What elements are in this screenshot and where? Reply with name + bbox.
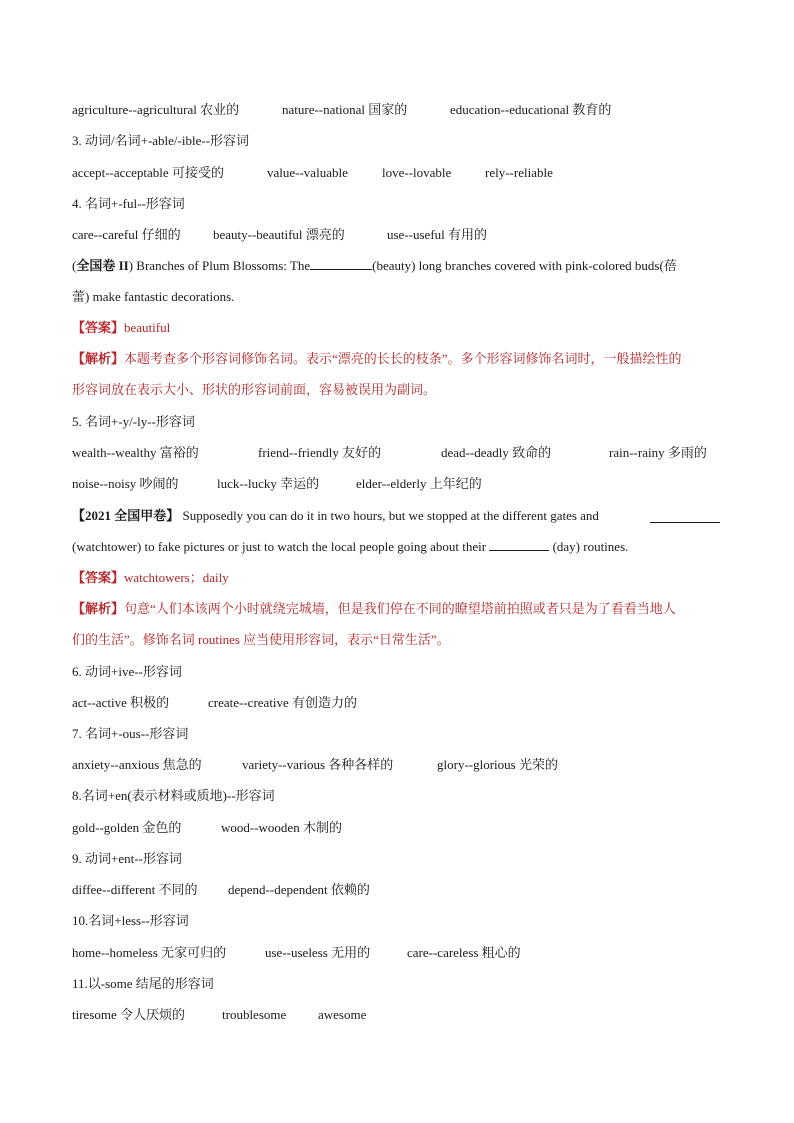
rule-heading-11: 11.以-some 结尾的形容词 — [72, 976, 214, 991]
rule-heading-10: 10.名词+less--形容词 — [72, 913, 189, 928]
example-rain: rain--rainy 多雨的 — [609, 445, 707, 460]
example-troublesome: troublesome — [222, 1007, 287, 1022]
example-line-en — [72, 818, 722, 838]
example-friend: friend--friendly 友好的 — [258, 445, 382, 460]
example-education: education--educational 教育的 — [450, 102, 612, 117]
rule-heading-5: 5. 名词+-y/-ly--形容词 — [72, 414, 195, 429]
example-value: value--valuable — [267, 165, 348, 180]
example-act: act--active 积极的 — [72, 695, 170, 710]
example-line-y-1 — [72, 443, 722, 463]
example-elder: elder--elderly 上年纪的 — [356, 476, 482, 491]
example-wealth: wealth--wealthy 富裕的 — [72, 445, 199, 460]
example-beauty: beauty--beautiful 漂亮的 — [213, 227, 345, 242]
question-2-blank-2[interactable] — [489, 537, 549, 551]
example-use: use--useful 有用的 — [387, 227, 488, 242]
rule-heading-3: 3. 动词/名词+-able/-ible--形容词 — [72, 133, 250, 148]
example-line-ful — [72, 225, 722, 245]
question-1-line-1 — [72, 256, 722, 276]
example-tiresome: tiresome 令人厌烦的 — [72, 1007, 186, 1022]
example-line-ive — [72, 693, 722, 713]
answer-1-tag: 【答案】 — [72, 320, 125, 335]
question-1-open: ( — [72, 258, 77, 273]
example-luck: luck--lucky 幸运的 — [217, 476, 320, 491]
example-anxiety: anxiety--anxious 焦急的 — [72, 757, 202, 772]
example-awesome: awesome — [318, 1007, 367, 1022]
example-create: create--creative 有创造力的 — [208, 695, 358, 710]
question-1-blank[interactable] — [310, 256, 372, 270]
question-1-text-rest: (beauty) long branches covered with pink-colored buds(蓓 — [372, 258, 677, 273]
answer-2 — [72, 568, 722, 588]
rule-heading-4: 4. 名词+-ful--形容词 — [72, 196, 185, 211]
example-care: care--careful 仔细的 — [72, 227, 181, 242]
answer-1-text: beautiful — [124, 320, 171, 335]
example-line-agriculture — [72, 100, 722, 120]
example-agriculture: agriculture--agricultural 农业的 — [72, 102, 240, 117]
explanation-2-tag: 【解析】 — [72, 601, 125, 616]
example-home: home--homeless 无家可归的 — [72, 945, 227, 960]
rule-heading-8: 8.名词+en(表示材料或质地)--形容词 — [72, 788, 275, 803]
example-line-y-2 — [72, 474, 722, 494]
explanation-1-line-1 — [72, 349, 722, 369]
question-2-line-2 — [72, 537, 722, 557]
explanation-2-text-1: 句意“人们本该两个小时就绕完城墙，但是我们停在不同的瞭望塔前拍照或者只是为了看看当地人 — [124, 601, 676, 616]
question-1-line-2: 蕾) make fantastic decorations. — [72, 289, 235, 304]
explanation-1-text-1: 本题考查多个形容词修饰名词。表示“漂亮的长长的枝条”。多个形容词修饰名词时，一般描绘性的 — [124, 351, 682, 366]
question-2-text-1: Supposedly you can do it in two hours, but we stopped at the different gates and — [179, 508, 599, 523]
question-1-text: ) Branches of Plum Blossoms: The — [128, 258, 311, 273]
explanation-2-line-2: 们的生活”。修饰名词 routines 应当使用形容词，表示“日常生活”。 — [72, 632, 450, 647]
example-glory: glory--glorious 光荣的 — [437, 757, 558, 772]
question-2-text-3: (day) routines. — [552, 539, 629, 554]
rule-heading-9: 9. 动词+ent--形容词 — [72, 851, 182, 866]
example-variety: variety--various 各种各样的 — [242, 757, 394, 772]
explanation-2-line-1 — [72, 599, 722, 619]
example-line-ous — [72, 755, 722, 775]
example-nature: nature--national 国家的 — [282, 102, 408, 117]
example-line-some — [72, 1005, 722, 1025]
example-accept: accept--acceptable 可接受的 — [72, 165, 224, 180]
example-depend: depend--dependent 依赖的 — [228, 882, 370, 897]
explanation-1-tag: 【解析】 — [72, 351, 125, 366]
example-dead: dead--deadly 致命的 — [441, 445, 552, 460]
example-rely: rely--reliable — [485, 165, 553, 180]
explanation-1-line-2: 形容词放在表示大小、形状的形容词前面，容易被误用为副词。 — [72, 382, 437, 397]
example-diffee: diffee--different 不同的 — [72, 882, 198, 897]
example-care-less: care--careless 粗心的 — [407, 945, 521, 960]
example-gold: gold--golden 金色的 — [72, 820, 182, 835]
example-line-less — [72, 943, 722, 963]
example-use-less: use--useless 无用的 — [265, 945, 371, 960]
rule-heading-6: 6. 动词+ive--形容词 — [72, 664, 182, 679]
question-1-source: 全国卷 II — [76, 258, 129, 273]
question-2-blank-1[interactable] — [650, 509, 720, 523]
answer-2-tag: 【答案】 — [72, 570, 125, 585]
example-line-ent — [72, 880, 722, 900]
question-2-text-2: (watchtower) to fake pictures or just to watch the local people going about their — [72, 539, 487, 554]
example-love: love--lovable — [382, 165, 452, 180]
answer-1 — [72, 318, 722, 338]
rule-heading-7: 7. 名词+-ous--形容词 — [72, 726, 189, 741]
example-wood: wood--wooden 木制的 — [221, 820, 342, 835]
question-2-line-1 — [72, 506, 722, 526]
answer-2-text: watchtowers；daily — [124, 570, 229, 585]
example-noise: noise--noisy 吵闹的 — [72, 476, 179, 491]
example-line-able — [72, 163, 722, 183]
question-2-source: 【2021 全国甲卷】 — [72, 508, 180, 523]
